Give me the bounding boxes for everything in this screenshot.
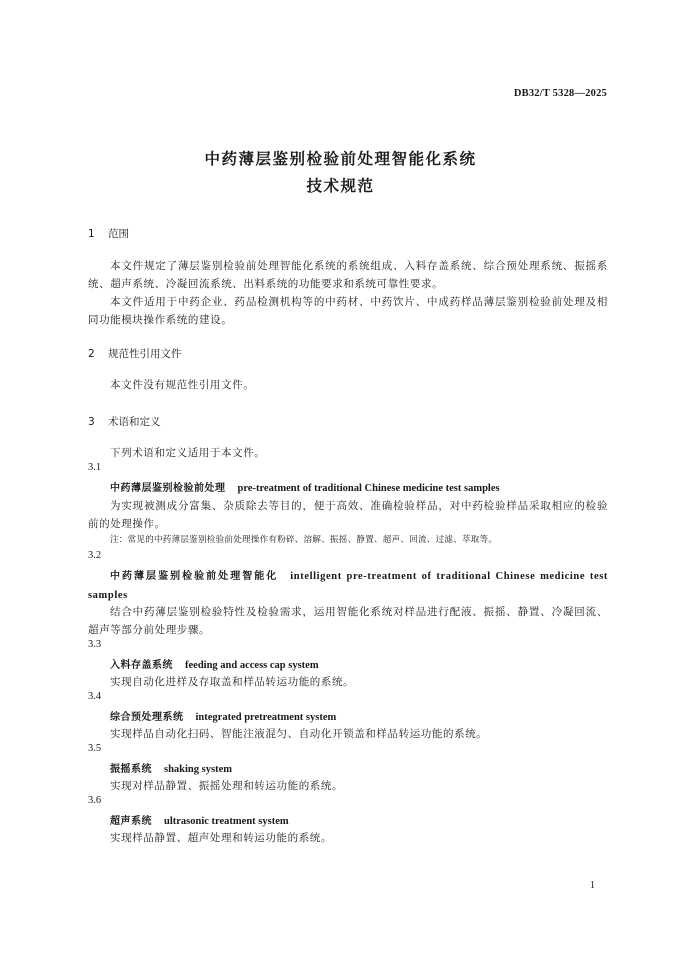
term-definition: 实现样品静置、超声处理和转运功能的系统。 (110, 832, 332, 844)
document-title-line2: 技术规范 (306, 177, 375, 195)
terms-intro: 下列术语和定义适用于本文件。 (110, 447, 266, 459)
page-number: 1 (590, 880, 595, 891)
term-entry (110, 479, 608, 498)
term-chinese: 超声系统 (110, 816, 152, 827)
term-english: integrated pretreatment system (195, 712, 337, 723)
section-number: 2 (88, 348, 95, 360)
clause-number: 3.6 (88, 795, 102, 806)
section-number: 3 (88, 416, 95, 428)
term-chinese: 中药薄层鉴别检验前处理 (110, 483, 226, 494)
references-paragraph: 本文件没有规范性引用文件。 (110, 379, 255, 391)
term-chinese: 中药薄层鉴别检验前处理智能化 (110, 571, 279, 582)
clause-number: 3.2 (88, 550, 102, 561)
term-entry (88, 567, 608, 605)
term-english: feeding and access cap system (185, 660, 319, 671)
section-title: 规范性引用文件 (108, 348, 182, 360)
clause-number: 3.1 (88, 462, 102, 473)
scope-paragraph-1: 本文件规定了薄层鉴别检验前处理智能化系统的系统组成、入料存盖系统、综合预处理系统、振摇系统、超声系统、冷凝回流系统、出料系统的功能要求和系统可靠性要求。 (88, 260, 608, 290)
section-heading-terms (88, 414, 161, 429)
standard-code: DB32/T 5328—2025 (513, 88, 607, 99)
section-heading-scope (88, 226, 129, 241)
term-english: ultrasonic treatment system (164, 816, 289, 827)
section-title: 范围 (108, 228, 129, 240)
section-number: 1 (88, 228, 95, 240)
term-chinese: 入料存盖系统 (110, 660, 173, 671)
term-definition: 结合中药薄层鉴别检验特性及检验需求，运用智能化系统对样品进行配液、振摇、静置、冷凝回流、超声等部分前处理步骤。 (88, 606, 608, 636)
term-definition: 为实现被测成分富集、杂质除去等目的，便于高效、准确检验样品，对中药检验样品采取相应的检验前的处理操作。 (88, 500, 608, 530)
term-definition: 实现样品自动化扫码、智能注液混匀、自动化开锁盖和样品转运功能的系统。 (110, 728, 488, 740)
clause-number: 3.4 (88, 691, 102, 702)
clause-number: 3.3 (88, 639, 102, 650)
term-chinese: 振摇系统 (110, 764, 152, 775)
document-title-line1: 中药薄层鉴别检验前处理智能化系统 (204, 150, 477, 168)
clause-number: 3.5 (88, 743, 102, 754)
section-title: 术语和定义 (108, 416, 161, 428)
term-note: 注：常见的中药薄层鉴别检验前处理操作有粉碎、溶解、振摇、静置、超声、回流、过滤、萃取等。 (110, 535, 498, 545)
scope-paragraph-2: 本文件适用于中药企业、药品检测机构等的中药材、中药饮片、中成药样品薄层鉴别检验前处理及相同功能模块操作系统的建设。 (88, 296, 608, 326)
section-heading-normative-references (88, 346, 182, 361)
term-english: shaking system (164, 764, 232, 775)
term-english: intelligent pre-treatment of traditional Chinese medicine test samples (88, 571, 608, 601)
term-english: pre-treatment of traditional Chinese medicine test samples (237, 483, 500, 494)
term-chinese: 综合预处理系统 (110, 712, 184, 723)
term-definition: 实现对样品静置、振摇处理和转运功能的系统。 (110, 780, 344, 792)
term-definition: 实现自动化进样及存取盖和样品转运功能的系统。 (110, 676, 355, 688)
